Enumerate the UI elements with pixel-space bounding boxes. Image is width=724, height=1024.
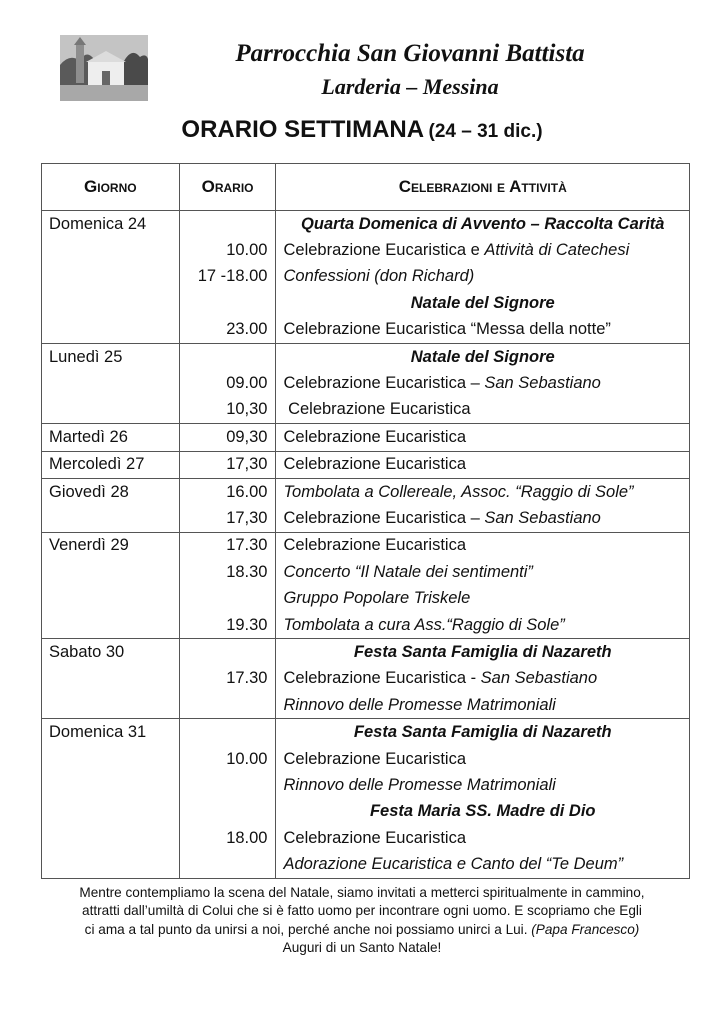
time-cell: 17,30 <box>179 505 276 532</box>
day-cell: Domenica 24 <box>42 211 180 238</box>
time-cell <box>179 851 276 878</box>
activity-cell <box>276 317 690 344</box>
table-row <box>42 290 690 316</box>
day-cell <box>42 851 180 878</box>
day-cell <box>42 772 180 798</box>
activity-cell <box>276 825 690 851</box>
activity-text: Tombolata a cura Ass.“Raggio di Sole” <box>283 615 565 634</box>
day-cell <box>42 666 180 692</box>
activity-cell <box>276 746 690 772</box>
day-cell: Martedì 26 <box>42 424 180 451</box>
table-row <box>42 424 690 451</box>
table-row <box>42 478 690 505</box>
day-cell: Lunedì 25 <box>42 343 180 370</box>
table-row <box>42 559 690 585</box>
table-row <box>42 772 690 798</box>
time-cell: 17.30 <box>179 666 276 692</box>
time-cell: 17,30 <box>179 451 276 478</box>
time-cell <box>179 343 276 370</box>
activity-text: Adorazione Eucaristica e Canto del “Te Deum” <box>283 855 624 874</box>
header-attivita: Celebrazioni e Attività <box>276 164 690 211</box>
day-cell <box>42 264 180 290</box>
table-row <box>42 612 690 639</box>
activity-cell <box>276 772 690 798</box>
activity-text: Celebrazione Eucaristica e <box>283 241 485 260</box>
activity-text: Celebrazione Eucaristica <box>283 536 466 555</box>
activity-text: Celebrazione Eucaristica <box>283 427 466 446</box>
day-cell: Venerdì 29 <box>42 532 180 559</box>
activity-text: Gruppo Popolare Triskele <box>283 589 471 608</box>
activity-text: Celebrazione Eucaristica <box>283 828 466 847</box>
activity-text: Festa Santa Famiglia di Nazareth <box>353 642 612 661</box>
activity-text: Celebrazione Eucaristica <box>283 400 471 419</box>
day-cell <box>42 370 180 396</box>
activity-cell <box>276 211 690 238</box>
activity-cell <box>276 639 690 666</box>
activity-cell <box>276 585 690 611</box>
quote-line: attratti dall’umiltà di Colui che si è fatto uomo per incontrare ogni uomo. E scopriamo che Egli <box>82 903 642 919</box>
church-photo <box>60 35 148 101</box>
time-cell: 18.00 <box>179 825 276 851</box>
table-row <box>42 317 690 344</box>
activity-cell <box>276 424 690 451</box>
time-cell: 10,30 <box>179 397 276 424</box>
table-row <box>42 851 690 878</box>
day-cell <box>42 317 180 344</box>
activity-cell <box>276 719 690 746</box>
time-cell: 19.30 <box>179 612 276 639</box>
table-row <box>42 746 690 772</box>
table-row <box>42 237 690 263</box>
activity-text: Quarta Domenica di Avvento – Raccolta Carità <box>301 214 665 233</box>
table-row <box>42 585 690 611</box>
activity-cell <box>276 451 690 478</box>
activity-text: Tombolata a Collereale, Assoc. “Raggio di Sole” <box>283 482 634 501</box>
time-cell <box>179 290 276 316</box>
activity-text: Confessioni (don Richard) <box>283 267 475 286</box>
day-cell <box>42 692 180 719</box>
activity-text: Rinnovo delle Promesse Matrimoniali <box>283 695 556 714</box>
day-cell <box>42 825 180 851</box>
activity-cell <box>276 799 690 825</box>
title-period: (24 – 31 dic.) <box>428 121 543 142</box>
activity-text-italic: San Sebastiano <box>484 508 601 527</box>
day-cell <box>42 746 180 772</box>
activity-cell <box>276 559 690 585</box>
activity-cell <box>276 237 690 263</box>
activity-cell <box>276 478 690 505</box>
day-cell: Giovedì 28 <box>42 478 180 505</box>
activity-cell <box>276 532 690 559</box>
time-cell: 17.30 <box>179 532 276 559</box>
activity-text: Celebrazione Eucaristica - <box>283 669 481 688</box>
activity-cell <box>276 290 690 316</box>
table-row <box>42 505 690 532</box>
schedule-body <box>42 211 690 879</box>
table-header-row <box>42 164 690 211</box>
footer-quote <box>38 884 686 957</box>
time-cell: 17 -18.00 <box>179 264 276 290</box>
quote-line: Mentre contempliamo la scena del Natale, siamo invitati a metterci spiritualmente in cammino, <box>79 885 645 900</box>
day-cell <box>42 290 180 316</box>
table-row <box>42 666 690 692</box>
time-cell <box>179 772 276 798</box>
activity-text: Festa Santa Famiglia di Nazareth <box>353 723 612 742</box>
header-giorno: Giorno <box>42 164 180 211</box>
greeting: Auguri di un Santo Natale! <box>282 939 442 955</box>
activity-text-italic: San Sebastiano <box>484 374 601 393</box>
day-cell <box>42 799 180 825</box>
day-cell <box>42 237 180 263</box>
table-row <box>42 370 690 396</box>
activity-cell <box>276 612 690 639</box>
activity-text-italic: San Sebastiano <box>480 669 598 688</box>
activity-cell <box>276 692 690 719</box>
day-cell: Mercoledì 27 <box>42 451 180 478</box>
table-row <box>42 532 690 559</box>
time-cell: 10.00 <box>179 746 276 772</box>
table-row <box>42 343 690 370</box>
table-row <box>42 799 690 825</box>
time-cell: 09.00 <box>179 370 276 396</box>
page-title <box>0 116 724 144</box>
table-row <box>42 692 690 719</box>
time-cell <box>179 692 276 719</box>
table-row <box>42 825 690 851</box>
time-cell: 10.00 <box>179 237 276 263</box>
time-cell <box>179 719 276 746</box>
activity-text-italic: Attività di Catechesi <box>484 241 630 260</box>
activity-text: Celebrazione Eucaristica “Messa della notte” <box>283 320 611 339</box>
day-cell <box>42 559 180 585</box>
time-cell <box>179 211 276 238</box>
activity-text: Natale del Signore <box>410 347 555 366</box>
activity-text: Celebrazione Eucaristica – <box>283 374 485 393</box>
day-cell <box>42 612 180 639</box>
activity-cell <box>276 851 690 878</box>
activity-cell <box>276 397 690 424</box>
table-row <box>42 211 690 238</box>
activity-text: Celebrazione Eucaristica – <box>283 508 485 527</box>
day-cell <box>42 505 180 532</box>
time-cell <box>179 799 276 825</box>
day-cell: Sabato 30 <box>42 639 180 666</box>
activity-text: Celebrazione Eucaristica <box>283 455 466 474</box>
day-cell: Domenica 31 <box>42 719 180 746</box>
activity-text: Festa Maria SS. Madre di Dio <box>369 802 596 821</box>
time-cell <box>179 639 276 666</box>
time-cell <box>179 585 276 611</box>
day-cell <box>42 397 180 424</box>
parish-location: Larderia – Messina <box>321 74 499 99</box>
quote-line <box>38 921 686 939</box>
quote-attribution: (Papa Francesco) <box>531 921 640 937</box>
quote-text: ci ama a tal punto da unirsi a noi, perché anche noi possiamo unirci a Lui. <box>84 921 528 937</box>
schedule-table <box>41 163 690 879</box>
day-cell <box>42 585 180 611</box>
activity-text: Natale del Signore <box>410 293 555 312</box>
title-main: ORARIO SETTIMANA <box>181 116 425 143</box>
activity-cell <box>276 370 690 396</box>
time-cell: 23.00 <box>179 317 276 344</box>
activity-text: Rinnovo delle Promesse Matrimoniali <box>283 775 556 794</box>
activity-cell <box>276 505 690 532</box>
table-row <box>42 451 690 478</box>
table-row <box>42 264 690 290</box>
activity-cell <box>276 343 690 370</box>
time-cell: 09,30 <box>179 424 276 451</box>
activity-cell <box>276 666 690 692</box>
parish-name: Parrocchia San Giovanni Battista <box>235 40 585 67</box>
activity-text: Celebrazione Eucaristica <box>283 749 466 768</box>
time-cell: 16.00 <box>179 478 276 505</box>
table-row <box>42 397 690 424</box>
header-orario: Orario <box>179 164 276 211</box>
table-row <box>42 639 690 666</box>
activity-cell <box>276 264 690 290</box>
activity-text: Concerto “Il Natale dei sentimenti” <box>283 562 533 581</box>
time-cell: 18.30 <box>179 559 276 585</box>
table-row <box>42 719 690 746</box>
